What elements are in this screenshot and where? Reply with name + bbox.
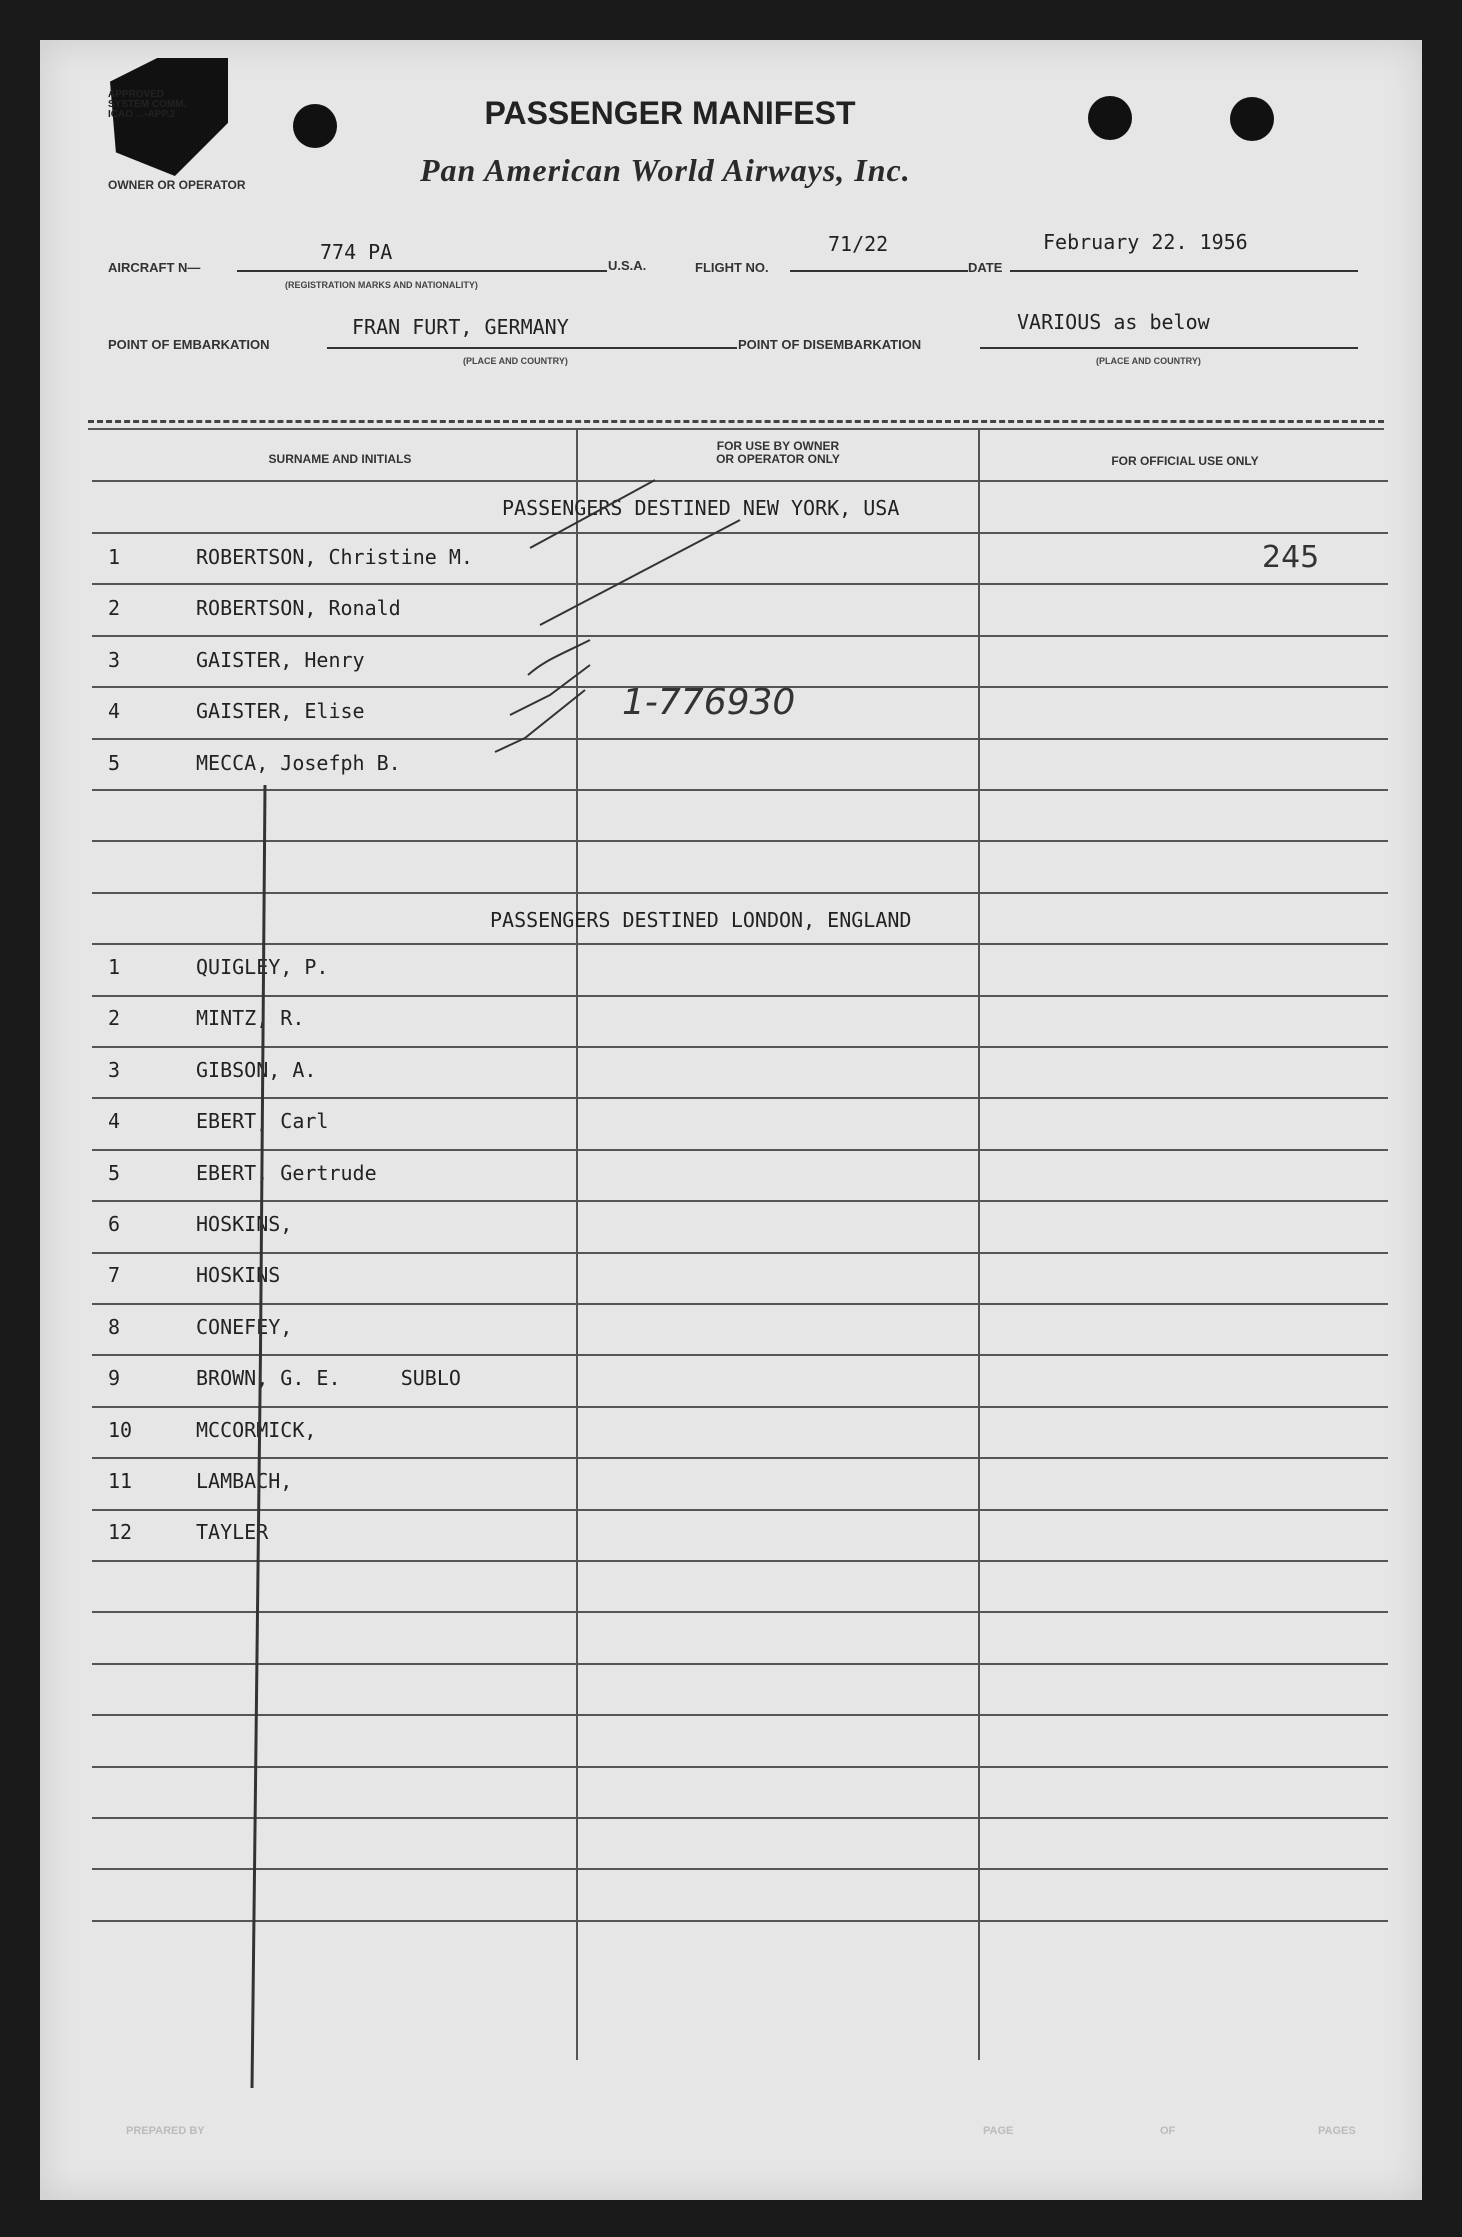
passenger-name: MINTZ, R. <box>196 1006 305 1030</box>
passenger-name: GAISTER, Elise <box>196 699 365 723</box>
disembarkation-label: POINT OF DISEMBARKATION <box>738 337 922 352</box>
row-number: 11 <box>108 1469 133 1493</box>
date-value: February 22. 1956 <box>1043 230 1248 254</box>
passenger-name: CONEFEY, <box>196 1315 293 1339</box>
usa-label: U.S.A. <box>608 258 647 273</box>
passenger-name: HOSKINS <box>196 1263 281 1287</box>
airline-name: Pan American World Airways, Inc. <box>420 152 911 188</box>
row-number: 12 <box>108 1520 133 1544</box>
embarkation-sub-label: (PLACE AND COUNTRY) <box>463 356 568 366</box>
row-number: 1 <box>108 955 121 979</box>
aircraft-label: AIRCRAFT N— <box>108 260 201 275</box>
prepared-by-label: PREPARED BY <box>126 2125 205 2137</box>
passenger-name: GAISTER, Henry <box>196 648 365 672</box>
page-title: PASSENGER MANIFEST <box>484 95 856 131</box>
check-mark <box>510 665 590 715</box>
passenger-name: LAMBACH, <box>196 1469 293 1493</box>
passenger-name: EBERT, Gertrude <box>196 1161 377 1185</box>
passenger-name: ROBERTSON, Ronald <box>196 596 401 620</box>
row-number: 6 <box>108 1212 121 1236</box>
embarkation-label: POINT OF EMBARKATION <box>108 337 270 352</box>
row-number: 10 <box>108 1418 133 1442</box>
handwritten-ticket-number: 1-776930 <box>622 682 796 723</box>
passenger-name: QUIGLEY, P. <box>196 955 329 979</box>
row-number: 9 <box>108 1366 121 1390</box>
passenger-name: ROBERTSON, Christine M. <box>196 545 473 569</box>
owner-column-header: FOR USE BY OWNER OR OPERATOR ONLY <box>716 439 840 466</box>
flight-value: 71/22 <box>828 232 889 256</box>
row-number: 1 <box>108 545 121 569</box>
passenger-name: TAYLER <box>196 1520 269 1544</box>
check-stroke <box>530 480 655 548</box>
row-number: 5 <box>108 1161 121 1185</box>
row-number: 3 <box>108 1058 121 1082</box>
passenger-name: EBERT, Carl <box>196 1109 329 1133</box>
flight-label: FLIGHT NO. <box>695 260 769 275</box>
passenger-name: HOSKINS, <box>196 1212 293 1236</box>
passenger-name: BROWN, G. E. SUBLO <box>196 1366 461 1390</box>
page-label: PAGE <box>983 2125 1014 2137</box>
surname-column-header: SURNAME AND INITIALS <box>268 452 412 466</box>
row-number: 4 <box>108 699 121 723</box>
owner-label: OWNER OR OPERATOR <box>108 178 246 192</box>
aircraft-sub-label: (REGISTRATION MARKS AND NATIONALITY) <box>285 280 478 290</box>
official-number: 245 <box>1262 540 1320 575</box>
disembarkation-value: VARIOUS as below <box>1017 310 1210 334</box>
section-heading-new-york: PASSENGERS DESTINED NEW YORK, USA <box>502 496 900 520</box>
pages-label: PAGES <box>1318 2125 1356 2137</box>
row-number: 2 <box>108 1006 121 1030</box>
section-heading-london: PASSENGERS DESTINED LONDON, ENGLAND <box>490 908 912 932</box>
check-stroke <box>528 640 590 675</box>
vertical-pen-line <box>252 785 265 2088</box>
aircraft-value: 774 PA <box>320 240 393 264</box>
of-label: OF <box>1160 2125 1176 2137</box>
row-number: 4 <box>108 1109 121 1133</box>
row-number: 3 <box>108 648 121 672</box>
passenger-name: GIBSON, A. <box>196 1058 317 1082</box>
row-number: 5 <box>108 751 121 775</box>
official-column-header: FOR OFFICIAL USE ONLY <box>1111 454 1259 468</box>
approval-stamp-text: APPROVED SYSTEM COMM. ICAO ...-APP.2 <box>108 89 187 120</box>
passenger-name: MECCA, Josefph B. <box>196 751 401 775</box>
passenger-name: MCCORMICK, <box>196 1418 317 1442</box>
check-stroke <box>540 520 740 625</box>
row-number: 8 <box>108 1315 121 1339</box>
embarkation-value: FRAN FURT, GERMANY <box>352 315 569 339</box>
disembarkation-sub-label: (PLACE AND COUNTRY) <box>1096 356 1201 366</box>
row-number: 7 <box>108 1263 121 1287</box>
row-number: 2 <box>108 596 121 620</box>
date-label: DATE <box>968 260 1003 275</box>
